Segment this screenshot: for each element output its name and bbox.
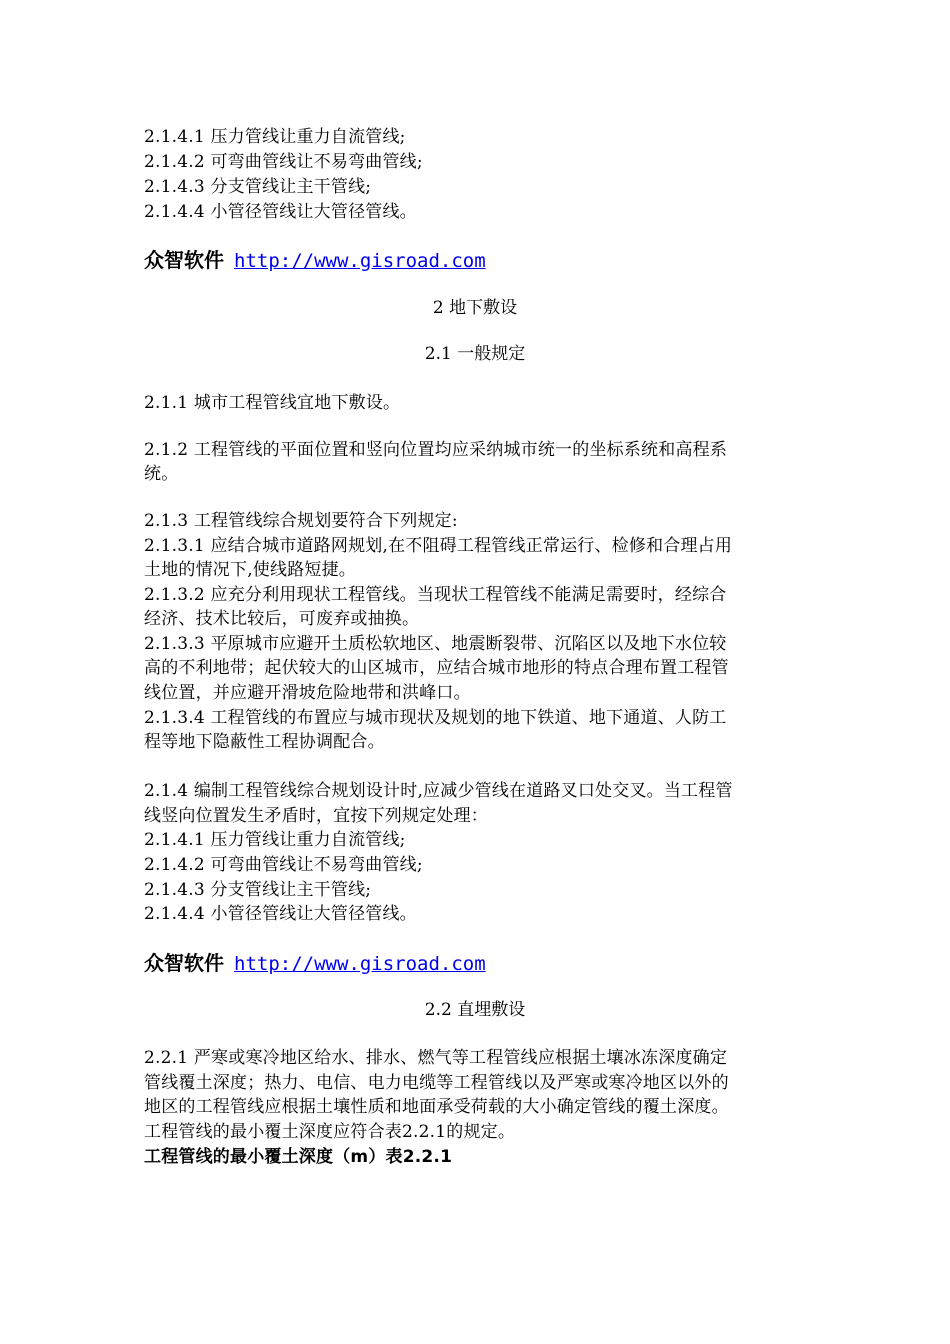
- paragraph-2-1-2-line: 2.1.2 工程管线的平面位置和竖向位置均应采纳城市统一的坐标系统和高程系: [144, 440, 728, 460]
- list-item: 2.1.4.2 可弯曲管线让不易弯曲管线;: [144, 152, 423, 172]
- paragraph-2-1-4-line: 线竖向位置发生矛盾时，宜按下列规定处理：: [144, 806, 488, 826]
- chapter-title: 2 地下敷设: [432, 298, 518, 318]
- paragraph-2-1-3-line: 程等地下隐蔽性工程协调配合。: [144, 732, 385, 752]
- brand-link[interactable]: http://www.gisroad.com: [234, 250, 486, 272]
- list-item: 2.1.4.3 分支管线让主干管线;: [144, 177, 372, 197]
- list-item: 2.1.4.4 小管径管线让大管径管线。: [144, 904, 417, 924]
- paragraph-2-1-3-line: 线位置，并应避开滑坡危险地带和洪峰口。: [144, 683, 471, 703]
- list-item: 2.1.4.3 分支管线让主干管线;: [144, 880, 372, 900]
- list-item: 2.1.4.2 可弯曲管线让不易弯曲管线;: [144, 855, 423, 875]
- paragraph-2-2-1-line: 管线覆土深度；热力、电信、电力电缆等工程管线以及严寒或寒冷地区以外的: [144, 1073, 729, 1093]
- brand-link[interactable]: http://www.gisroad.com: [234, 953, 486, 975]
- paragraph-2-2-1-line: 工程管线的最小覆土深度应符合表2.2.1的规定。: [144, 1122, 516, 1142]
- brand-line: [144, 247, 486, 274]
- section-title: 2.2 直埋敷设: [424, 1000, 526, 1020]
- paragraph-2-1-3-line: 高的不利地带；起伏较大的山区城市，应结合城市地形的特点合理布置工程管: [144, 658, 729, 678]
- list-item: 2.1.4.4 小管径管线让大管径管线。: [144, 202, 417, 222]
- brand-line: [144, 950, 486, 977]
- paragraph-2-2-1-line: 2.2.1 严寒或寒冷地区给水、排水、燃气等工程管线应根据土壤冰冻深度确定: [144, 1048, 728, 1068]
- brand-name: 众智软件: [144, 951, 224, 975]
- paragraph-2-1-3-line: 2.1.3.2 应充分利用现状工程管线。当现状工程管线不能满足需要时，经综合: [144, 585, 727, 605]
- paragraph-2-1-3-line: 2.1.3.1 应结合城市道路网规划,在不阻碍工程管线正常运行、检修和合理占用: [144, 536, 733, 556]
- section-title: 2.1 一般规定: [424, 344, 526, 364]
- list-item: 2.1.4.1 压力管线让重力自流管线;: [144, 830, 406, 850]
- paragraph-2-1-3-line: 经济、技术比较后，可废弃或抽换。: [144, 609, 420, 629]
- paragraph-2-1-1: 2.1.1 城市工程管线宜地下敷设。: [144, 393, 401, 413]
- paragraph-2-1-3-line: 2.1.3 工程管线综合规划要符合下列规定:: [144, 511, 458, 531]
- paragraph-2-1-3-line: 2.1.3.4 工程管线的布置应与城市现状及规划的地下铁道、地下通道、人防工: [144, 708, 727, 728]
- list-item: 2.1.4.1 压力管线让重力自流管线;: [144, 127, 406, 147]
- paragraph-2-1-3-line: 2.1.3.3 平原城市应避开土质松软地区、地震断裂带、沉陷区以及地下水位较: [144, 634, 727, 654]
- paragraph-2-1-3-line: 土地的情况下,使线路短捷。: [144, 560, 357, 580]
- paragraph-2-1-2-line: 统。: [144, 464, 179, 484]
- paragraph-2-1-4-line: 2.1.4 编制工程管线综合规划设计时,应减少管线在道路叉口处交叉。当工程管: [144, 781, 733, 801]
- brand-name: 众智软件: [144, 248, 224, 272]
- paragraph-2-2-1-line: 地区的工程管线应根据土壤性质和地面承受荷载的大小确定管线的覆土深度。: [144, 1097, 729, 1117]
- table-caption: 工程管线的最小覆土深度（m）表2.2.1: [144, 1147, 453, 1167]
